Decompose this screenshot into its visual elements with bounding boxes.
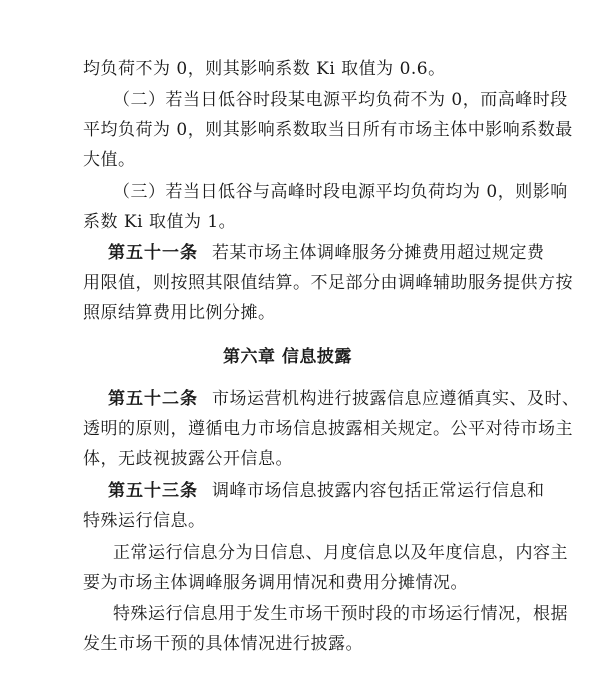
article-text: 若某市场主体调峰服务分摊费用超过规定费: [212, 243, 545, 263]
paragraph-line: 要为市场主体调峰服务调用情况和费用分摊情况。: [83, 573, 468, 593]
article-53-line: [108, 480, 545, 502]
paragraph-line: 透明的原则，遵循电力市场信息披露相关规定。公平对待市场主: [83, 419, 573, 439]
paragraph-line: 特殊运行信息。: [83, 511, 206, 531]
article-text: 市场运营机构进行披露信息应遵循真实、及时、: [212, 389, 580, 409]
paragraph-line: 系数 Ki 取值为 1。: [83, 212, 237, 232]
paragraph-line: （二）若当日低谷时段某电源平均负荷不为 0，而高峰时段: [113, 90, 568, 110]
article-label: 第五十一条: [108, 243, 198, 263]
chapter-title: 第六章 信息披露: [223, 347, 352, 367]
article-52-line: [108, 388, 580, 410]
article-label: 第五十二条: [108, 389, 198, 409]
paragraph-line: （三）若当日低谷与高峰时段电源平均负荷均为 0，则影响: [113, 182, 568, 202]
paragraph-line: 特殊运行信息用于发生市场干预时段的市场运行情况，根据: [113, 604, 568, 624]
paragraph-line: 正常运行信息分为日信息、月度信息以及年度信息，内容主: [113, 543, 568, 563]
article-text: 调峰市场信息披露内容包括正常运行信息和: [212, 481, 545, 501]
article-label: 第五十三条: [108, 481, 198, 501]
paragraph-line: 照原结算费用比例分摊。: [83, 303, 276, 323]
paragraph-line: 大值。: [83, 150, 136, 170]
paragraph-line: 发生市场干预的具体情况进行披露。: [83, 634, 363, 654]
paragraph-line: 平均负荷为 0，则其影响系数取当日所有市场主体中影响系数最: [83, 120, 573, 140]
paragraph-line: 体，无歧视披露公开信息。: [83, 449, 293, 469]
paragraph-line: 用限值，则按照其限值结算。不足部分由调峰辅助服务提供方按: [83, 273, 573, 293]
article-51-line: [108, 242, 545, 264]
paragraph-line: 均负荷不为 0，则其影响系数 Ki 取值为 0.6。: [83, 59, 446, 79]
